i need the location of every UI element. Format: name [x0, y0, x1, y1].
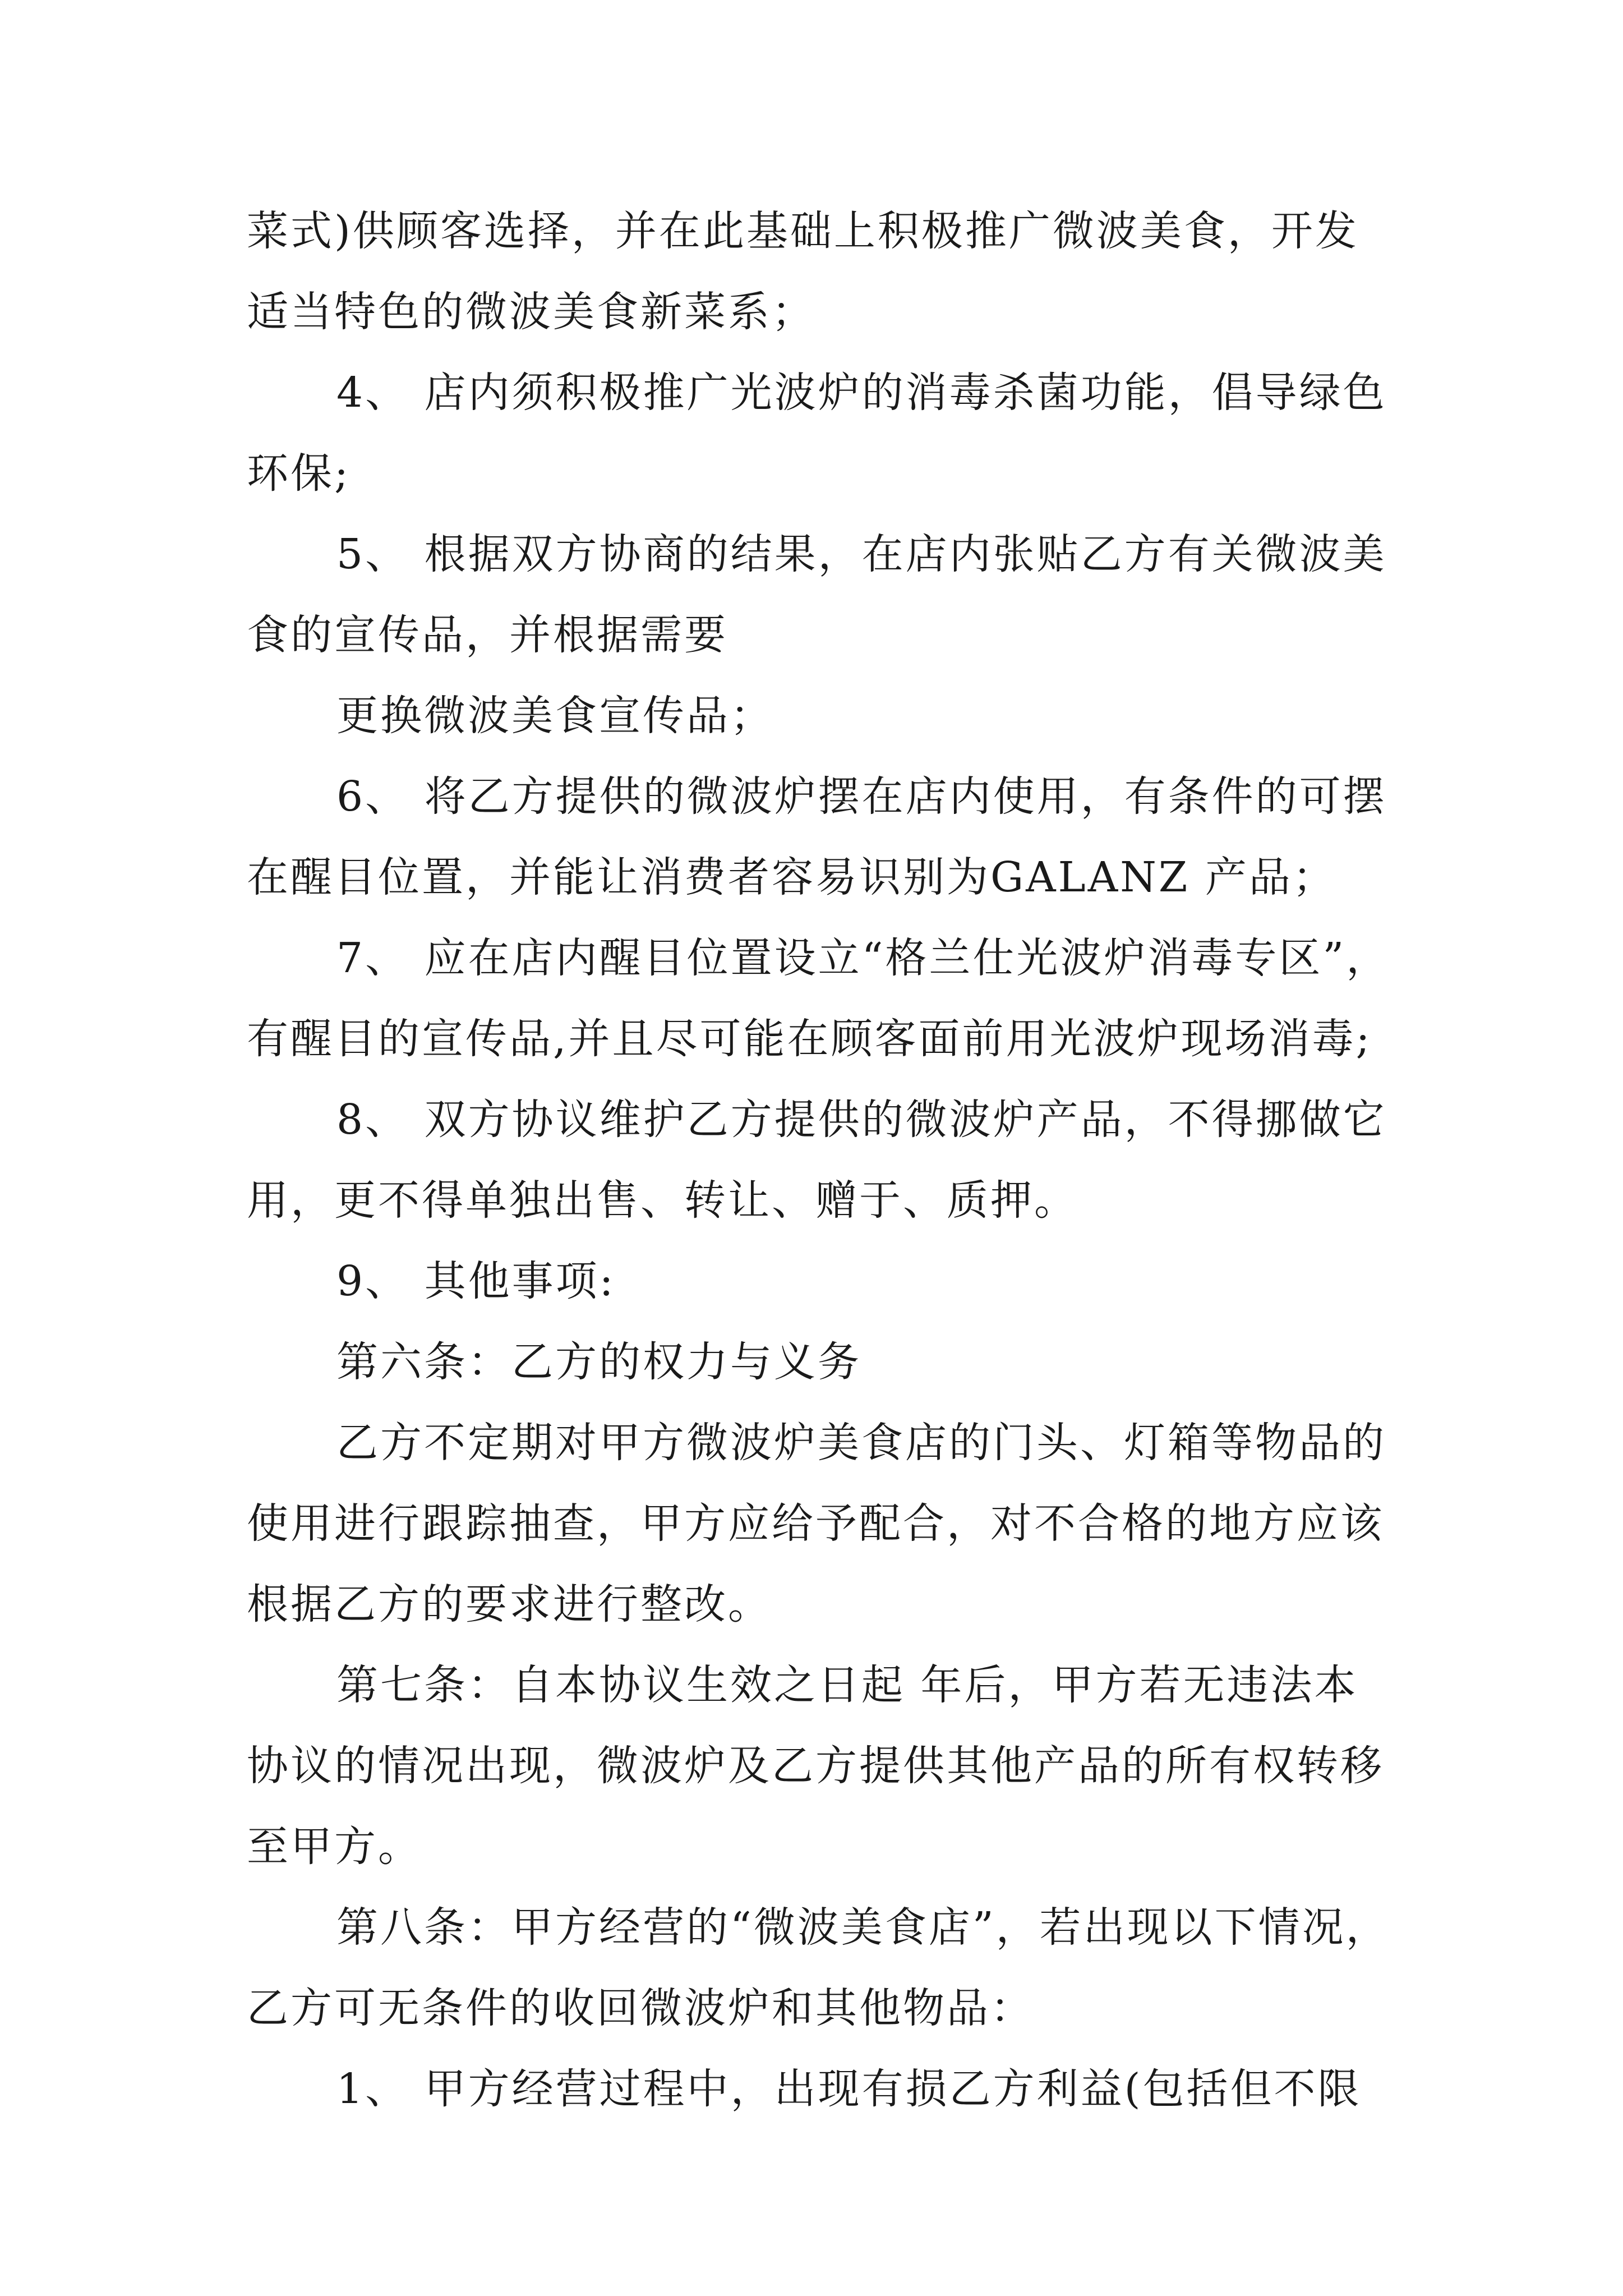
article-7-line-2: 协议的情况出现，微波炉及乙方提供其他产品的所有权转移 — [247, 1742, 1384, 1790]
text-line-1: 菜式)供顾客选择，并在此基础上积极推广微波美食，开发 — [247, 207, 1359, 255]
article-8-line-1: 第八条：甲方经营的“微波美食店”，若出现以下情况， — [336, 1903, 1390, 1952]
text-line-2: 适当特色的微波美食新菜系； — [247, 288, 815, 336]
item-5-line-3: 更换微波美食宣传品； — [336, 692, 774, 740]
article-6-line-2: 使用进行跟踪抽查，甲方应给予配合，对不合格的地方应该 — [247, 1499, 1384, 1548]
item-7-line-2: 有醒目的宣传品,并且尽可能在顾客面前用光波炉现场消毒; — [247, 1015, 1372, 1063]
item-6-line-1: 6、 将乙方提供的微波炉摆在店内使用，有条件的可摆 — [336, 772, 1387, 821]
article-8-line-2: 乙方可无条件的收回微波炉和其他物品： — [247, 1984, 1034, 2032]
item-4-line-1: 4、 店内须积极推广光波炉的消毒杀菌功能，倡导绿色 — [336, 369, 1387, 417]
article-8-item-1-line-1: 1、 甲方经营过程中，出现有损乙方利益(包括但不限 — [336, 2065, 1362, 2113]
item-7-line-1: 7、 应在店内醒目位置设立“格兰仕光波炉消毒专区”， — [336, 934, 1390, 982]
article-6-line-3: 根据乙方的要求进行整改。 — [247, 1580, 772, 1628]
item-8-line-1: 8、 双方协议维护乙方提供的微波炉产品，不得挪做它 — [336, 1096, 1387, 1144]
item-4-line-2: 环保; — [247, 449, 351, 498]
item-5-line-2: 食的宣传品，并根据需要 — [247, 611, 728, 659]
item-8-line-2: 用，更不得单独出售、转让、赠于、质押。 — [247, 1176, 1078, 1225]
document-body — [247, 202, 1390, 2141]
article-7-line-1: 第七条：自本协议生效之日起 年后，甲方若无违法本 — [336, 1661, 1358, 1709]
item-9-line-1: 9、 其他事项: — [336, 1257, 616, 1305]
article-7-line-3: 至甲方。 — [247, 1823, 422, 1871]
article-6-line-1: 乙方不定期对甲方微波炉美食店的门头、灯箱等物品的 — [336, 1419, 1386, 1467]
item-6-line-2: 在醒目位置，并能让消费者容易识别为GALANZ 产品； — [247, 853, 1336, 901]
item-5-line-1: 5、 根据双方协商的结果，在店内张贴乙方有关微波美 — [336, 530, 1387, 578]
article-6-heading: 第六条：乙方的权力与义务 — [336, 1338, 861, 1386]
